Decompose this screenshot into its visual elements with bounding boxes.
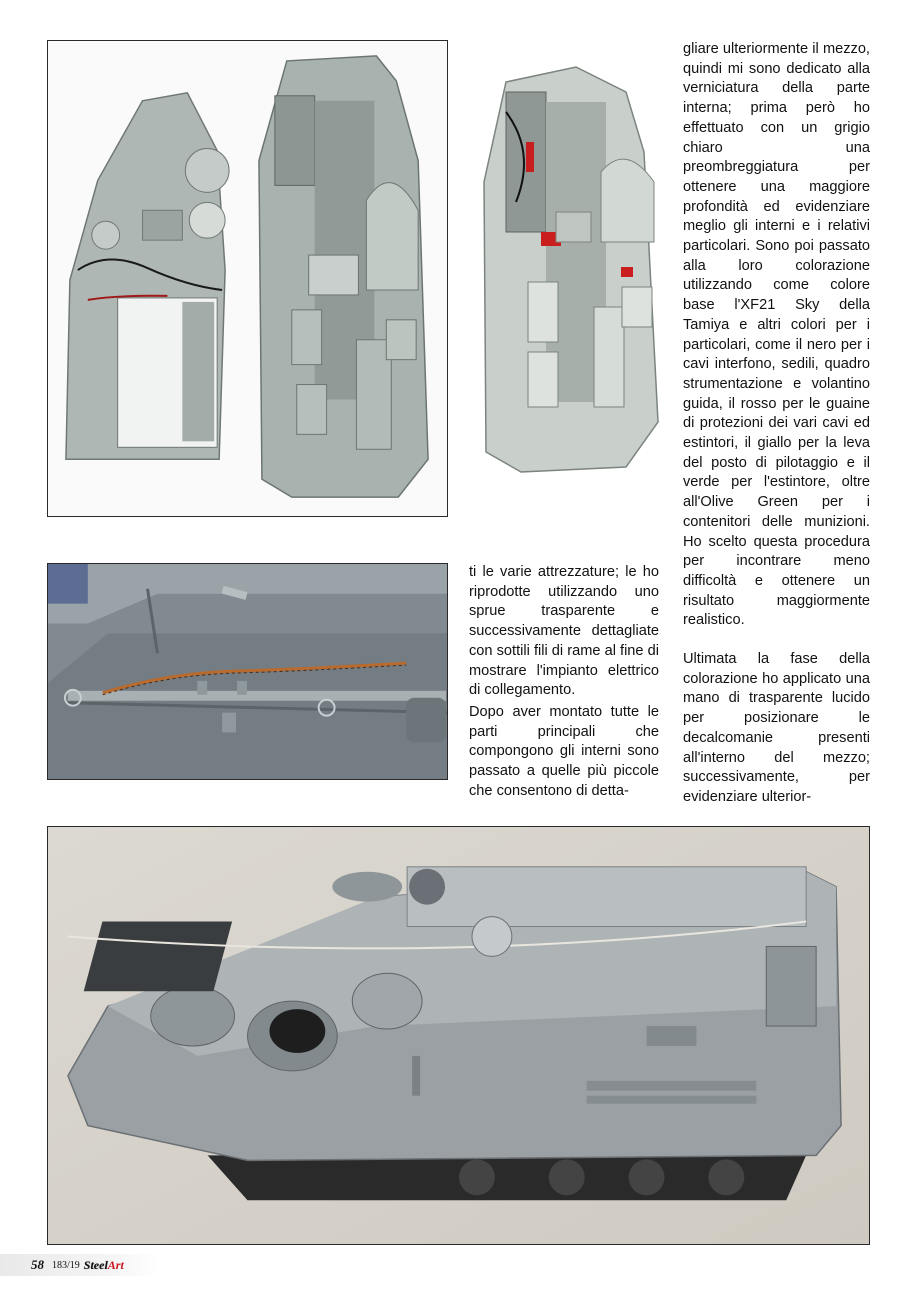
photo-assembled-vehicle [47,826,870,1245]
paragraph: gliare ulteriormente il mezzo, quindi mi sono dedicato alla verniciatura della parte interna; prima però ho effettuato con un grigio chiaro una preombreggiatura per ottenere una maggiore profondità ed evidenziare meglio gli interni e i relativi particolari. Sono poi passato alla loro colorazione utilizzando come colore base l'XF21 Sky della Tamiya e altri colori per i particolari, come il nero per i cavi interfono, sedili, quadro strumentazione e volantino guida, il rosso per le guaine di protezioni dei vari cavi ed estintori, il giallo per la leva del posto di pilotaggio e il verde per l'estintore, oltre all'Olive Green per i contenitori delle munizioni. Ho scelto questa procedura per incontrare meno difficoltà e ottenere un risultato maggiormente realistico. [683,41,870,629]
text-column-middle [469,563,659,801]
paragraph: ti le varie attrezzature; le ho riprodotte utilizzando uno sprue trasparente e successivamente dettagliate con sottili fili di rame al fine di mostrare l'impianto elettrico di collegamento. [469,564,659,699]
magazine-logo [84,1258,124,1273]
page-number: 58 [31,1257,44,1272]
page-footer [0,1254,160,1276]
text-column-right-top [683,40,870,631]
photo-interior-halves [47,40,448,517]
logo-art-text: Art [107,1257,124,1272]
paragraph: Dopo aver montato tutte le parti principali che compongono gli interni sono passato a quelle più piccole che consentono di detta- [469,703,659,799]
paragraph: Ultimata la fase della colorazione ho applicato una mano di trasparente lucido per posizionare le decalcomanie presenti all'interno del mezzo; successivamente, per evidenziare ulterior- [683,651,870,805]
logo-steel-text: Steel [83,1257,108,1272]
photo-painted-interior [476,62,672,480]
text-column-right-bottom [683,650,870,808]
issue-number: 183/19 [52,1259,80,1271]
photo-wire-detail [47,563,448,780]
